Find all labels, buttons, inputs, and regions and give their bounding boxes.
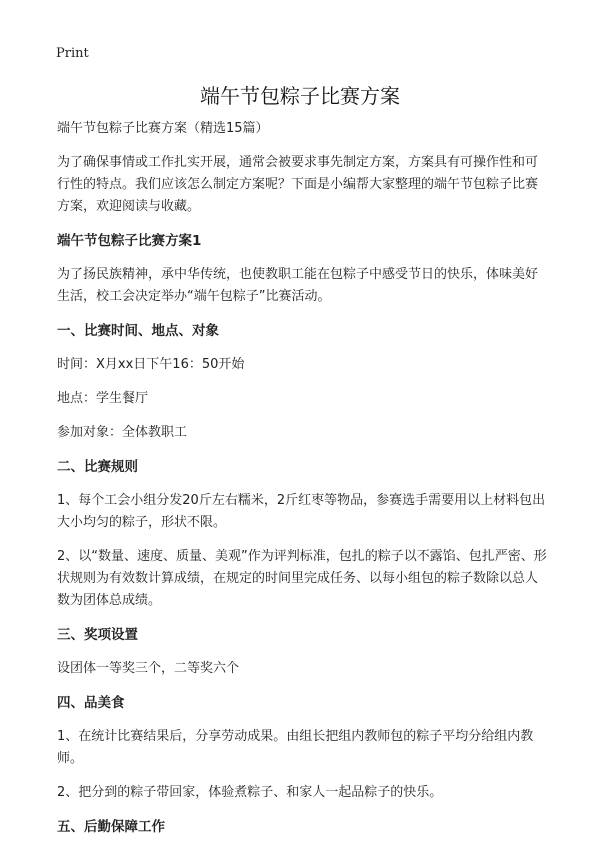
article-body [57,118,547,850]
place-line: 地点：学生餐厅 [57,391,149,406]
intro-paragraph: 为了确保事情或工作扎实开展，通常会被要求事先制定方案，方案具有可操作性和可行性的特点。我们应该怎么制定方案呢？下面是小编帮大家整理的端午节包粽子比赛方案，欢迎阅读与收藏。 [57,155,539,214]
food-item: 1、在统计比赛结果后，分享劳动成果。由组长把组内教师包的粽子平均分给组内教师。 [57,729,534,766]
section-heading-food: 四、品美食 [57,695,125,711]
page-title: 端午节包粽子比赛方案 [200,84,400,108]
plan-intro-paragraph: 为了扬民族精神，承中华传统，也使教职工能在包粽子中感受节日的快乐，体味美好生活，校工会决定举办“端午包粽子”比赛活动。 [57,267,539,304]
award-line: 设团体一等奖三个，二等奖六个 [57,661,240,676]
time-line: 时间：X月xx日下午16：50开始 [57,357,245,372]
food-item: 2、把分到的粽子带回家，体验煮粽子、和家人一起品粽子的快乐。 [57,785,443,800]
article-subtitle: 端午节包粽子比赛方案（精选15篇） [57,121,269,136]
print-link[interactable]: Print [56,46,89,61]
rule-item: 1、每个工会小组分发20斤左右糯米，2斤红枣等物品，参赛选手需要用以上材料包出大小均匀的粽子，形状不限。 [57,493,546,530]
participants-line: 参加对象：全体教职工 [57,425,188,440]
section-heading-logistics: 五、后勤保障工作 [57,819,165,835]
plan-heading: 端午节包粽子比赛方案1 [57,233,202,249]
section-heading-awards: 三、奖项设置 [57,627,138,643]
rule-item: 2、以“数量、速度、质量、美观”作为评判标准，包扎的粽子以不露馅、包扎严密、形状规则为有效数计算成绩，在规定的时间里完成任务、以每小组包的粽子数除以总人数为团体总成绩。 [57,549,547,608]
section-heading-time-place: 一、比赛时间、地点、对象 [57,323,219,339]
section-heading-rules: 二、比赛规则 [57,459,138,475]
